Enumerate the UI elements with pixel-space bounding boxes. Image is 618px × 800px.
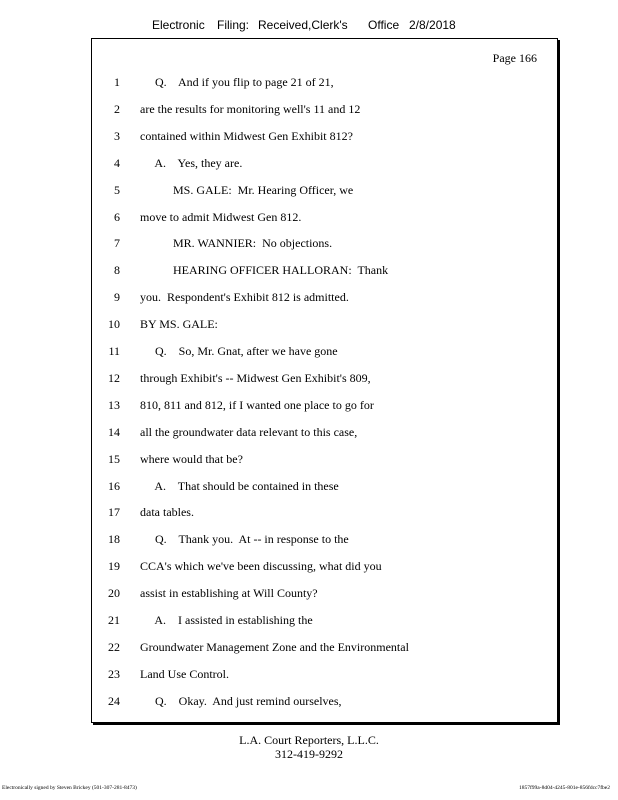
line-text: are the results for monitoring well's 11 and 12 [140,101,361,116]
line-text: where would that be? [140,451,243,466]
transcript-line [92,479,557,495]
transcript-line [92,210,557,226]
transcript-line [92,398,557,414]
line-text: all the groundwater data relevant to this case, [140,424,358,439]
line-text: data tables. [140,505,194,520]
line-number: 11 [108,344,120,358]
line-number: 15 [108,451,120,466]
line-number: 16 [108,478,120,493]
line-number: 3 [114,128,120,143]
transcript-line [92,452,557,468]
transcript-line [92,371,557,387]
line-text: HEARING OFFICER HALLORAN: Thank [140,263,389,278]
transcript-line [92,559,557,575]
line-number: 20 [108,586,120,601]
line-number: 5 [114,182,120,197]
line-text: 810, 811 and 812, if I wanted one place to go for [140,397,374,412]
line-text: A. I assisted in establishing the [140,613,313,627]
line-text: Q. Thank you. At -- in response to the [140,532,349,547]
transcript-line [92,425,557,441]
header-word-received: Received,Clerk's [258,18,348,32]
document-hash: 1857f99a-8d04-4245-801e-856fdcc7fbe2 [518,785,610,791]
line-text: Land Use Control. [140,666,229,681]
line-number: 21 [108,613,120,627]
header-word-filing: Filing: [217,18,250,32]
transcript-line [92,505,557,521]
transcript-line [92,317,557,333]
header-date: 2/8/2018 [409,18,456,32]
transcript-line [92,236,557,252]
line-number: 23 [108,666,120,681]
line-number: 17 [108,505,120,520]
line-text: MS. GALE: Mr. Hearing Officer, we [140,182,354,197]
transcript-line [92,290,557,306]
line-number: 4 [114,155,120,170]
line-text: you. Respondent's Exhibit 812 is admitted. [140,290,349,305]
reporter-phone: 312-419-9292 [275,747,343,761]
transcript-line [92,183,557,199]
transcript-line [92,694,557,710]
line-number: 6 [114,209,120,224]
transcript-line [92,102,557,118]
electronic-signature: Electronically signed by Steven Brickey (501-307-281-8473) [2,785,137,791]
line-number: 24 [108,693,120,708]
line-number: 12 [108,370,120,385]
line-text: move to admit Midwest Gen 812. [140,209,302,224]
transcript-line [92,667,557,683]
page-number: Page 166 [492,51,537,65]
line-number: 10 [108,317,120,332]
transcript-page [91,38,558,723]
line-text: BY MS. GALE: [140,317,218,332]
transcript-line [92,344,557,360]
line-number: 14 [108,424,120,439]
transcript-line [92,129,557,145]
line-text: through Exhibit's -- Midwest Gen Exhibit's 809, [140,370,371,385]
header-word-electronic: Electronic [152,18,205,32]
line-text: Q. So, Mr. Gnat, after we have gone [140,344,338,358]
line-text: Groundwater Management Zone and the Environmental [140,639,409,654]
transcript-line [92,263,557,279]
transcript-line [92,532,557,548]
transcript-line [92,613,557,629]
line-number: 9 [114,290,120,305]
line-text: CCA's which we've been discussing, what did you [140,559,382,574]
line-number: 22 [108,639,120,654]
line-text: Q. And if you flip to page 21 of 21, [140,75,334,89]
transcript-line [92,156,557,172]
transcript-line [92,75,557,91]
line-number: 8 [114,263,120,278]
line-text: assist in establishing at Will County? [140,586,318,601]
line-number: 2 [114,101,120,116]
line-text: A. That should be contained in these [140,478,339,493]
header-word-office: Office [368,18,400,32]
line-text: Q. Okay. And just remind ourselves, [140,693,342,708]
line-number: 7 [114,236,120,251]
line-text: contained within Midwest Gen Exhibit 812? [140,128,353,143]
reporter-name: L.A. Court Reporters, L.L.C. [239,733,379,747]
transcript-line [92,640,557,656]
line-text: MR. WANNIER: No objections. [140,236,333,251]
line-number: 18 [108,532,120,547]
line-number: 1 [114,75,120,89]
line-text: A. Yes, they are. [140,155,243,170]
line-number: 13 [108,397,120,412]
transcript-line [92,586,557,602]
line-number: 19 [108,559,120,574]
